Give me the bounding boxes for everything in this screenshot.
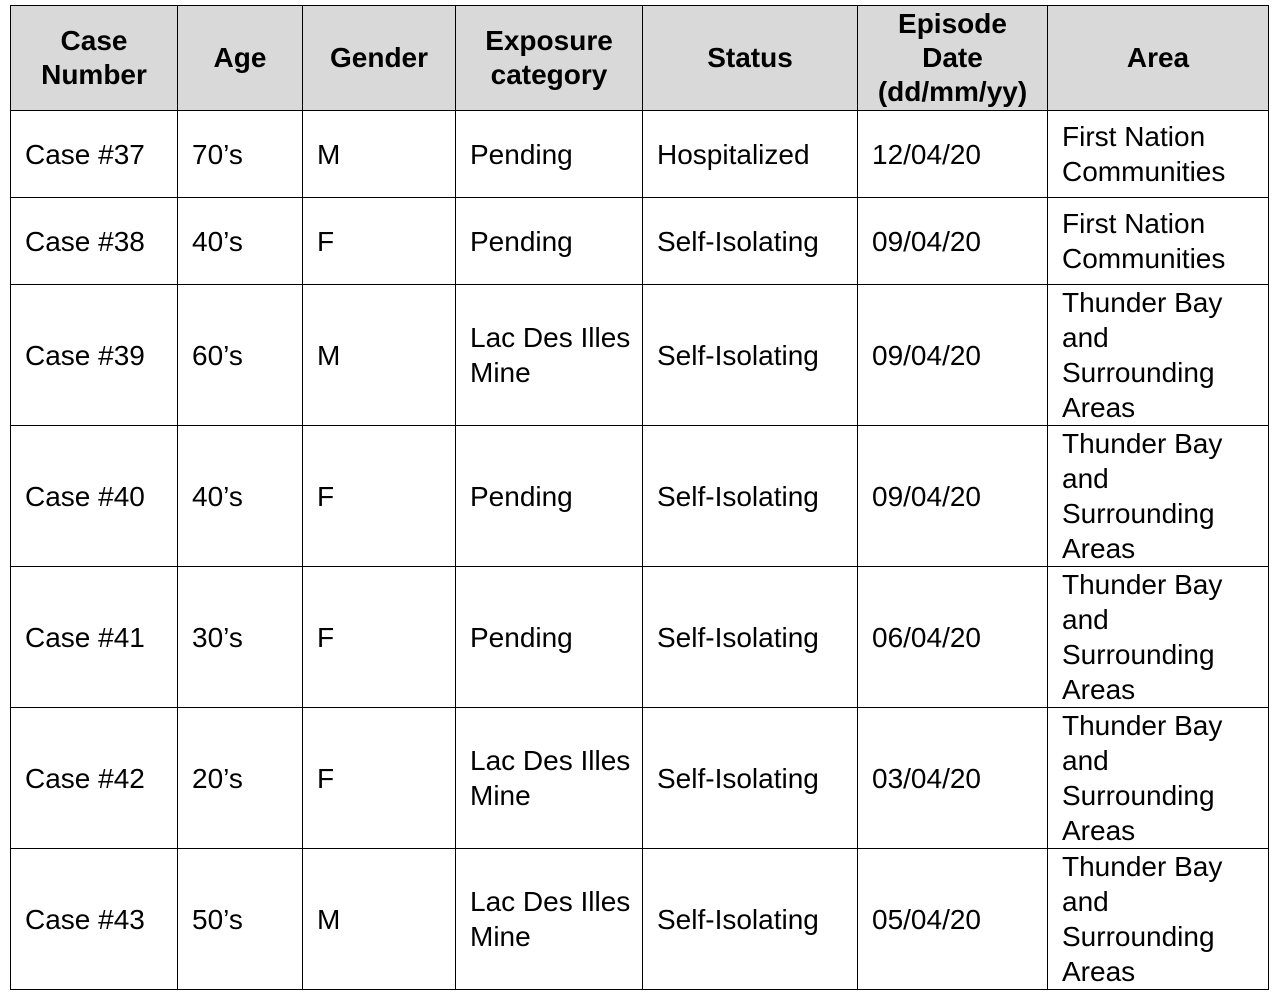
cell-status: Self-Isolating xyxy=(643,708,858,849)
cell-episode-date: 12/04/20 xyxy=(858,111,1048,198)
table-row xyxy=(11,426,1269,567)
cell-exposure-category: Pending xyxy=(456,567,643,708)
cell-status: Self-Isolating xyxy=(643,567,858,708)
cell-episode-date: 09/04/20 xyxy=(858,285,1048,426)
cell-case-number: Case #38 xyxy=(11,198,178,285)
header-status: Status xyxy=(643,6,858,111)
table-row xyxy=(11,198,1269,285)
table-row xyxy=(11,285,1269,426)
header-gender: Gender xyxy=(303,6,456,111)
cell-episode-date: 05/04/20 xyxy=(858,849,1048,990)
header-row xyxy=(11,6,1269,111)
table-row xyxy=(11,111,1269,198)
cell-status: Self-Isolating xyxy=(643,426,858,567)
cell-gender: F xyxy=(303,567,456,708)
cell-status: Hospitalized xyxy=(643,111,858,198)
cell-gender: M xyxy=(303,849,456,990)
cell-case-number: Case #42 xyxy=(11,708,178,849)
cell-gender: M xyxy=(303,111,456,198)
cell-case-number: Case #41 xyxy=(11,567,178,708)
header-case-number: Case Number xyxy=(11,6,178,111)
cell-age: 60’s xyxy=(178,285,303,426)
table-row xyxy=(11,567,1269,708)
cell-exposure-category: Pending xyxy=(456,426,643,567)
cell-status: Self-Isolating xyxy=(643,285,858,426)
cell-episode-date: 09/04/20 xyxy=(858,426,1048,567)
cell-age: 70’s xyxy=(178,111,303,198)
header-age: Age xyxy=(178,6,303,111)
cell-area: Thunder Bay and Surrounding Areas xyxy=(1048,849,1269,990)
cell-episode-date: 06/04/20 xyxy=(858,567,1048,708)
cell-area: Thunder Bay and Surrounding Areas xyxy=(1048,426,1269,567)
cell-age: 50’s xyxy=(178,849,303,990)
cell-exposure-category: Pending xyxy=(456,198,643,285)
cell-exposure-category: Lac Des Illes Mine xyxy=(456,708,643,849)
table-row xyxy=(11,849,1269,990)
cell-case-number: Case #43 xyxy=(11,849,178,990)
cell-exposure-category: Lac Des Illes Mine xyxy=(456,849,643,990)
table-row xyxy=(11,708,1269,849)
case-table xyxy=(10,5,1269,990)
header-area: Area xyxy=(1048,6,1269,111)
cell-age: 40’s xyxy=(178,198,303,285)
cell-age: 40’s xyxy=(178,426,303,567)
cell-case-number: Case #40 xyxy=(11,426,178,567)
header-episode-date: Episode Date (dd/mm/yy) xyxy=(858,6,1048,111)
cell-case-number: Case #37 xyxy=(11,111,178,198)
cell-episode-date: 03/04/20 xyxy=(858,708,1048,849)
cell-age: 30’s xyxy=(178,567,303,708)
cell-area: Thunder Bay and Surrounding Areas xyxy=(1048,708,1269,849)
cell-status: Self-Isolating xyxy=(643,198,858,285)
cell-gender: F xyxy=(303,426,456,567)
cell-area: Thunder Bay and Surrounding Areas xyxy=(1048,285,1269,426)
cell-area: Thunder Bay and Surrounding Areas xyxy=(1048,567,1269,708)
cell-case-number: Case #39 xyxy=(11,285,178,426)
cell-gender: F xyxy=(303,708,456,849)
cell-area: First Nation Communities xyxy=(1048,198,1269,285)
cell-exposure-category: Pending xyxy=(456,111,643,198)
cell-gender: F xyxy=(303,198,456,285)
header-exposure-category: Exposure category xyxy=(456,6,643,111)
cell-area: First Nation Communities xyxy=(1048,111,1269,198)
cell-gender: M xyxy=(303,285,456,426)
cell-status: Self-Isolating xyxy=(643,849,858,990)
cell-episode-date: 09/04/20 xyxy=(858,198,1048,285)
cell-exposure-category: Lac Des Illes Mine xyxy=(456,285,643,426)
cell-age: 20’s xyxy=(178,708,303,849)
